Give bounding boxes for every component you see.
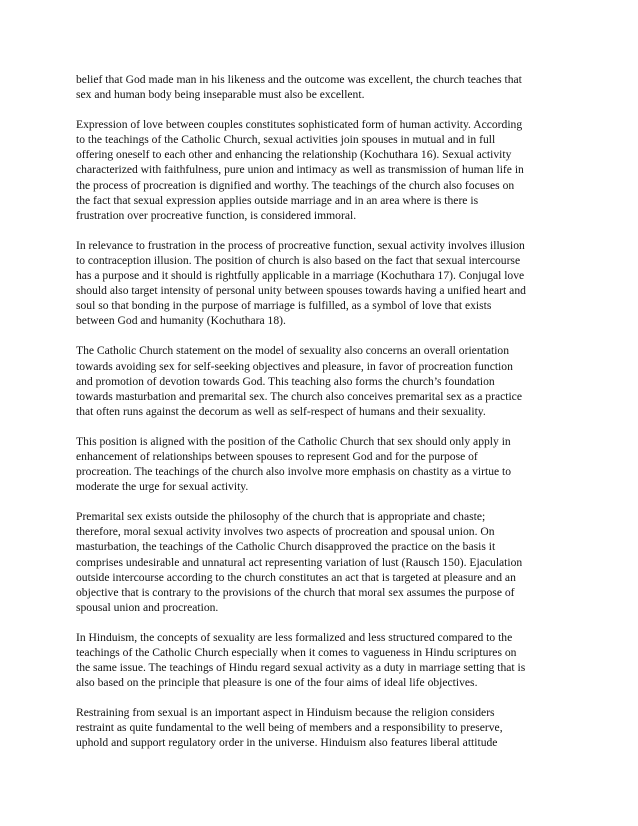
paragraph-7: In Hinduism, the concepts of sexuality are less formalized and less structured compared to the teachings of the Catholic Church especially when it comes to vagueness in Hindu scriptures on the same issue. The teachings of Hindu regard sexual activity as a duty in marriage setting that is also based on the principle that pleasure is one of the four aims of ideal life objectives. (76, 630, 526, 690)
paragraph-5: This position is aligned with the position of the Catholic Church that sex should only apply in enhancement of relationships between spouses to represent God and for the purpose of procreation. The teachings of the church also involve more emphasis on chastity as a virtue to moderate the urge for sexual activity. (76, 434, 512, 494)
paragraph-3: In relevance to frustration in the process of procreative function, sexual activity involves illusion to contraception illusion. The position of church is also based on the fact that sexual intercourse has a purpose and it should is rightfully applicable in a marriage (Kochuthara 17). Conjugal love should also target intensity of personal unity between spouses towards having a unified heart and soul so that bonding in the purpose of marriage is fulfilled, as a symbol of love that exists between God and humanity (Kochuthara 18). (76, 238, 526, 328)
paragraph-2: Expression of love between couples constitutes sophisticated form of human activity. According to the teachings of the Catholic Church, sexual activities join spouses in mutual and in full offering oneself to each other and enhancing the relationship (Kochuthara 16). Sexual activity characterized with faithfulness, pure union and intimacy as well as transmission of human life in the process of procreation is dignified and worthy. The teachings of the church also focuses on the fact that sexual expression applies outside marriage and in an area where is there is frustration over procreative function, is considered immoral. (76, 118, 524, 222)
paragraph-6: Premarital sex exists outside the philosophy of the church that is appropriate and chaste; therefore, moral sexual activity involves two aspects of procreation and spousal union. On masturbation, the teachings of the Catholic Church disapproved the practice on the basis it comprises undesirable and unnatural act representing variation of lust (Rausch 150). Ejaculation outside intercourse according to the church constitutes an act that is targeted at pleasure and an objective that is contrary to the provisions of the church that moral sex assumes the purpose of spousal union and procreation. (76, 510, 523, 614)
paragraph-1: belief that God made man in his likeness and the outcome was excellent, the church teaches that sex and human body being inseparable must also be excellent. (76, 73, 522, 102)
document-body (76, 72, 562, 766)
paragraph-4: The Catholic Church statement on the model of sexuality also concerns an overall orientation towards avoiding sex for self-seeking objectives and pleasure, in favor of procreation function and promotion of devotion towards God. This teaching also forms the church’s foundation towards masturbation and premarital sex. The church also conceives premarital sex as a practice that often runs against the decorum as well as self-respect of humans and their sexuality. (76, 344, 522, 418)
paragraph-8: Restraining from sexual is an important aspect in Hinduism because the religion considers restraint as quite fundamental to the well being of members and a responsibility to preserve, uphold and support regulatory order in the universe. Hinduism also features liberal attitude (76, 706, 503, 750)
